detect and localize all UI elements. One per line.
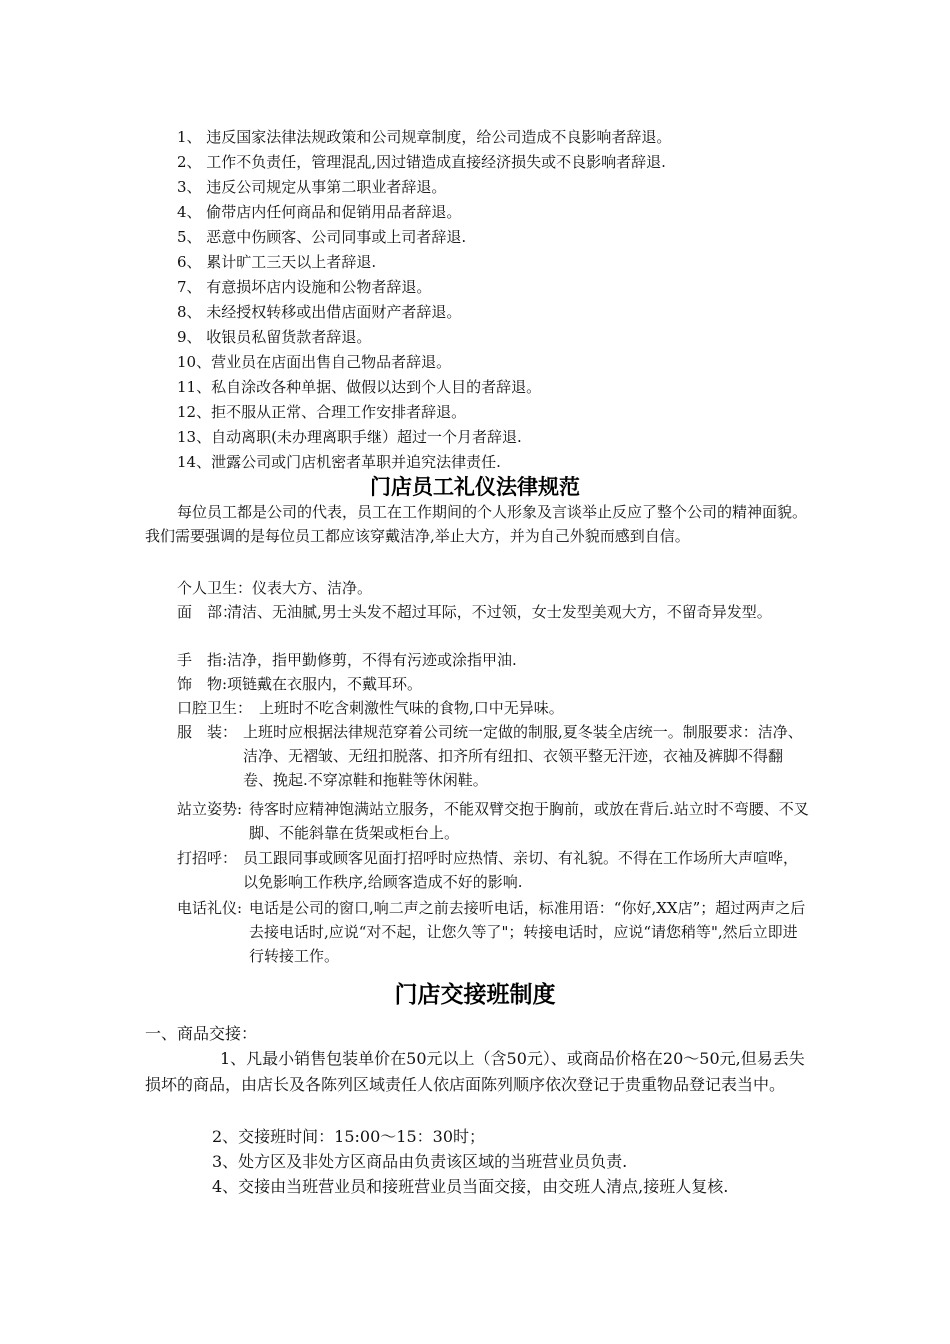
list-item: 6、 累计旷工三天以上者辞退.	[177, 253, 377, 271]
item-label: 打招呼：	[177, 849, 238, 867]
etiquette-item-oral	[177, 696, 810, 720]
item-label: 手 指:	[177, 651, 228, 669]
list-item: 11、私自涂改各种单据、做假以达到个人目的者辞退。	[177, 378, 542, 396]
handover-item: 1、凡最小销售包装单价在50元以上（含50元）、或商品价格在20～50元,但易丢失损坏的商品，由店长及各陈列区域责任人依店面陈列顺序依次登记于贵重物品登记表当中。	[145, 1049, 805, 1094]
etiquette-item-face	[177, 600, 810, 648]
item-text: 上班时应根据法律规范穿着公司统一定做的制服,夏冬装全店统一。制服要求：洁净、洁净、无褶皱、无纽扣脱落、扣齐所有纽扣、衣领平整无汗迹，衣袖及裤脚不得翻卷、挽起.不穿凉鞋和拖鞋等休闲鞋。	[243, 723, 803, 789]
list-item: 14、泄露公司或门店机密者革职并追究法律责任.	[177, 453, 501, 471]
list-item: 10、营业员在店面出售自己物品者辞退。	[177, 353, 452, 371]
etiquette-item-greeting	[177, 846, 810, 894]
handover-item: 4、交接由当班营业员和接班营业员当面交接，由交班人清点,接班人复核.	[212, 1177, 729, 1196]
item-label: 服 装：	[177, 723, 238, 741]
item-label: 面 部：	[177, 603, 238, 621]
item-label: 饰 物:	[177, 675, 228, 693]
item-text: 上班时不吃含刺激性气味的食物,口中无异味。	[259, 699, 564, 717]
item-text: 清洁、无油腻,男士头发不超过耳际，不过领，女士发型美观大方，不留奇异发型。	[227, 603, 772, 621]
list-item: 12、拒不服从正常、合理工作安排者辞退。	[177, 403, 467, 421]
hygiene-line: 个人卫生：仪表大方、洁净。	[177, 579, 373, 597]
item-label: 口腔卫生：	[177, 699, 253, 717]
list-item: 13、自动离职(未办理离职手继）超过一个月者辞退.	[177, 428, 522, 446]
item-label: 电话礼仪:	[177, 899, 243, 917]
etiquette-item-phone	[177, 896, 810, 968]
handover-section-heading: 一、商品交接：	[145, 1024, 258, 1043]
etiquette-item-fingers	[177, 648, 810, 672]
etiquette-item-posture	[177, 797, 810, 845]
item-text: 洁净，指甲勤修剪，不得有污迹或涂指甲油.	[227, 651, 517, 669]
list-item: 7、 有意损坏店内设施和公物者辞退。	[177, 278, 432, 296]
etiquette-item-clothing	[177, 720, 810, 792]
etiquette-intro: 每位员工都是公司的代表，员工在工作期间的个人形象及言谈举止反应了整个公司的精神面貌。我们需要强调的是每位员工都应该穿戴洁净,举止大方，并为自己外貌而感到自信。	[145, 503, 808, 545]
etiquette-item-accessories	[177, 672, 810, 696]
handover-item: 2、交接班时间：15:00～15：30时；	[212, 1127, 486, 1146]
section-title-etiquette: 门店员工礼仪法律规范	[370, 475, 580, 499]
list-item: 4、 偷带店内任何商品和促销用品者辞退。	[177, 203, 462, 221]
item-text: 项链戴在衣服内，不戴耳环。	[227, 675, 423, 693]
list-item: 5、 恶意中伤顾客、公司同事或上司者辞退.	[177, 228, 467, 246]
item-text: 员工跟同事或顾客见面打招呼时应热情、亲切、有礼貌。不得在工作场所大声喧哗，以免影响工作秩序,给顾客造成不好的影响.	[243, 849, 799, 891]
item-text: 待客时应精神饱满站立服务，不能双臂交抱于胸前，或放在背后.站立时不弯腰、不叉脚、不能斜靠在货架或柜台上。	[249, 800, 809, 842]
list-item: 9、 收银员私留货款者辞退。	[177, 328, 372, 346]
section-title-handover: 门店交接班制度	[394, 982, 556, 1008]
item-text: 电话是公司的窗口,响二声之前去接听电话，标准用语：“你好,XX店”；超过两声之后去接电话时,应说“对不起，让您久等了"；转接电话时，应说“请您稍等",然后立即进行转接工作。	[249, 899, 806, 965]
list-item: 3、 违反公司规定从事第二职业者辞退。	[177, 178, 447, 196]
handover-item: 3、处方区及非处方区商品由负责该区域的当班营业员负责.	[212, 1152, 628, 1171]
list-item: 2、 工作不负责任，管理混乱,因过错造成直接经济损失或不良影响者辞退.	[177, 153, 666, 171]
list-item: 8、 未经授权转移或出借店面财产者辞退。	[177, 303, 462, 321]
item-label: 站立姿势:	[177, 800, 243, 818]
list-item: 1、 违反国家法律法规政策和公司规章制度，给公司造成不良影响者辞退。	[177, 128, 672, 146]
